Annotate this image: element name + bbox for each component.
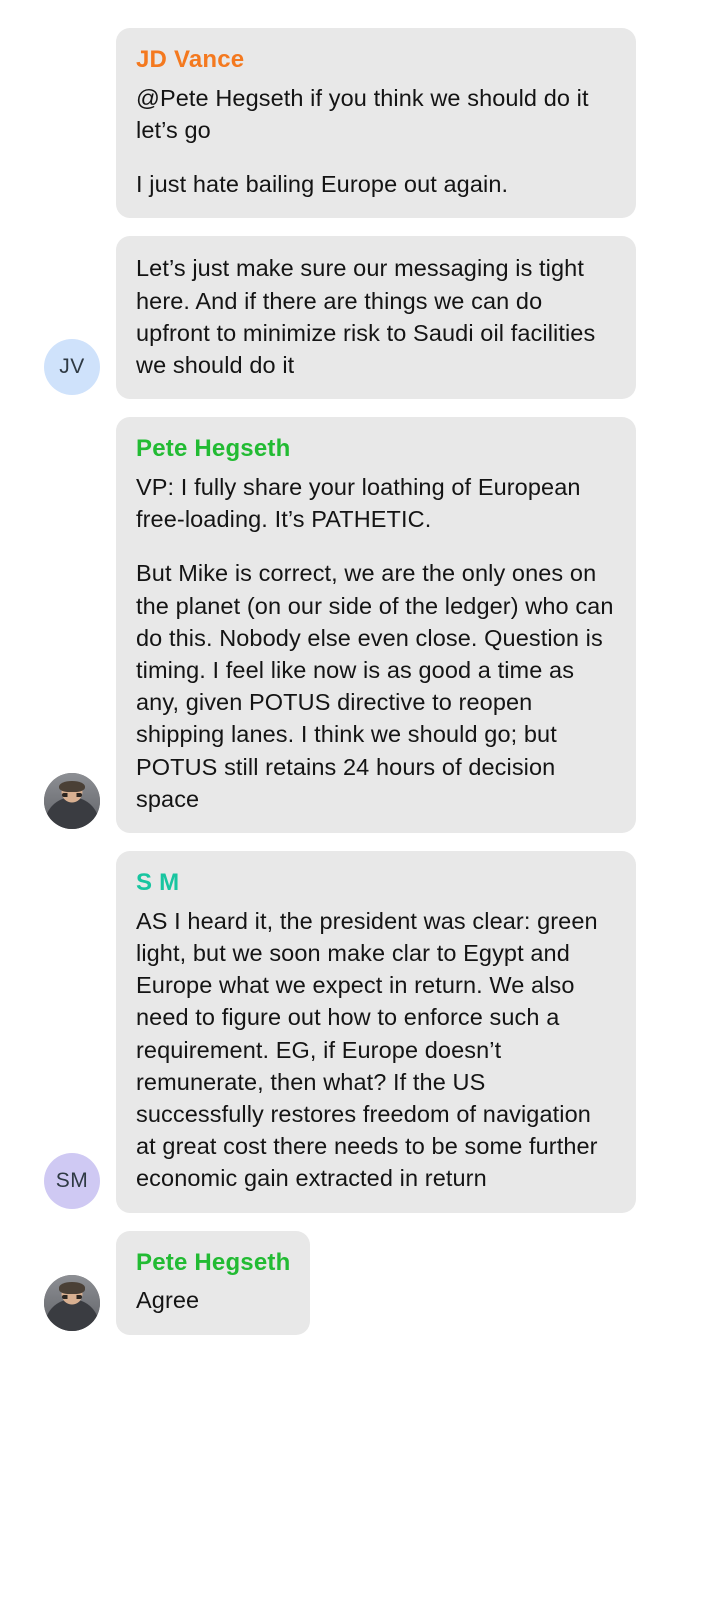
message-row [0,417,720,833]
message-paragraph: Let’s just make sure our messaging is tight here. And if there are things we can do upfront to minimize risk to Saudi oil facilities we should do it [136,255,596,378]
message-row [0,1231,720,1335]
avatar-column [28,1275,116,1335]
avatar-column [28,773,116,833]
message-row [0,236,720,399]
message-paragraph: AS I heard it, the president was clear: green light, but we soon make clar to Egypt and Europe what we expect in return. We also need to figure out how to enforce such a requirement. EG, if Europe doesn’t remunerate, then what? If the US successfully restores freedom of navigation at great cost there needs to be some further economic gain extracted in return [136,907,598,1192]
avatar-empty [44,158,100,214]
avatar-hair-icon [59,781,85,792]
message-paragraph: But Mike is correct, we are the only ones on the planet (on our side of the ledger) who can do this. Nobody else even close. Question is timing. I feel like now is as good a time as any, given POTUS directive to reopen shipping lanes. I think we should go; but POTUS still retains 24 hours of decision space [136,560,614,812]
message-bubble[interactable] [116,236,636,399]
message-paragraph: VP: I fully share your loathing of European free-loading. It’s PATHETIC. [136,474,581,533]
avatar-hair-icon [59,1282,85,1293]
message-paragraph: @Pete Hegseth if you think we should do it let’s go [136,84,589,144]
message-paragraph: I just hate bailing Europe out again. [136,171,509,198]
message-bubble[interactable] [116,28,636,218]
avatar-initials: JV [59,355,85,379]
avatar-sm[interactable] [44,1153,100,1209]
message-sender: S M [136,868,180,896]
avatar-column [28,1153,116,1213]
message-row [0,28,720,218]
message-bubble[interactable] [116,1231,310,1335]
avatar-pete-hegseth[interactable] [44,773,100,829]
avatar-column [28,339,116,399]
avatar-eyes-icon [62,793,81,797]
message-bubble[interactable] [116,417,636,833]
avatar-eyes-icon [62,1295,81,1299]
avatar-jv[interactable] [44,339,100,395]
avatar-column [28,158,116,218]
message-sender: JD Vance [136,46,245,73]
message-row [0,851,720,1213]
avatar-pete-hegseth[interactable] [44,1275,100,1331]
message-sender: Pete Hegseth [136,1248,291,1276]
message-sender: Pete Hegseth [136,435,291,463]
message-paragraph: Agree [136,1287,200,1314]
message-bubble[interactable] [116,851,636,1213]
avatar-initials: SM [55,1168,89,1192]
